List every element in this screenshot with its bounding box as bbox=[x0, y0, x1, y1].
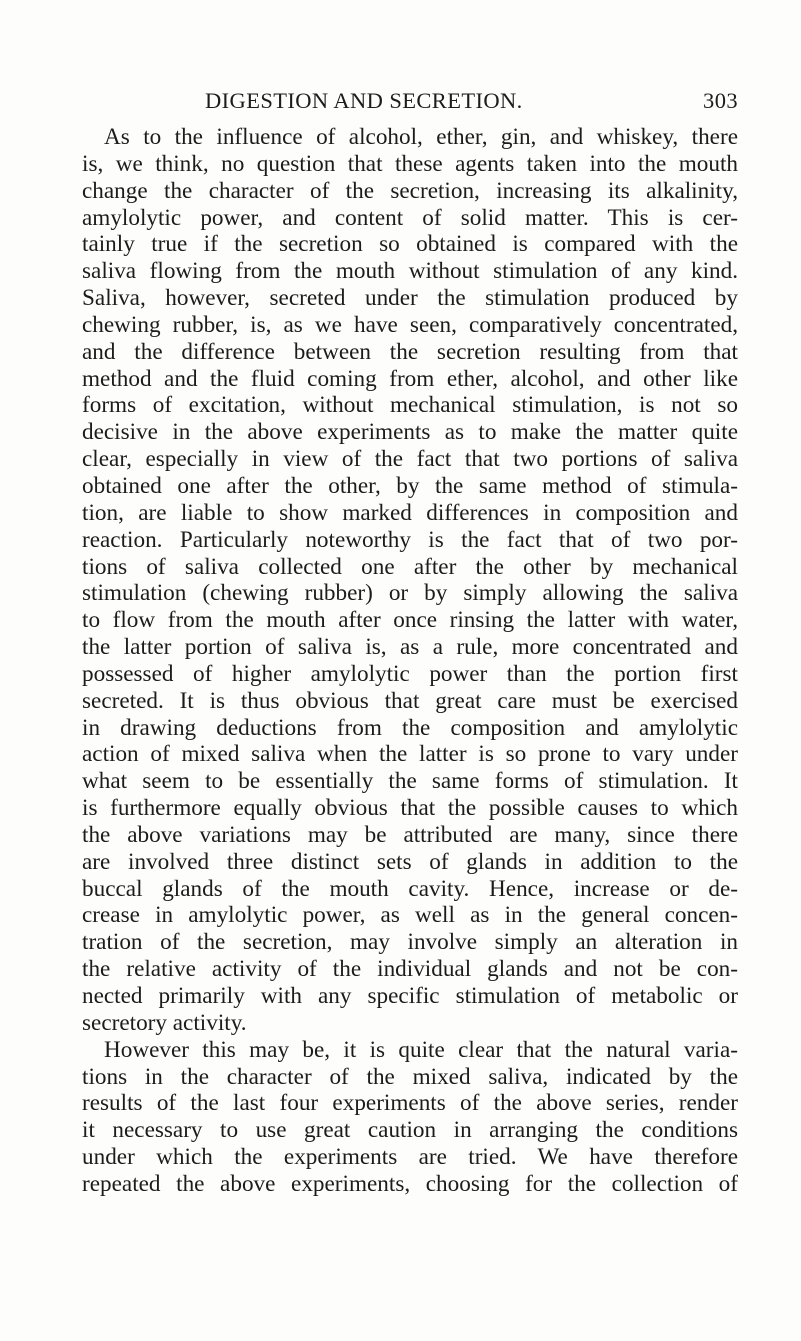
text-line: forms of excitation, without mechanical stimulation, is not so bbox=[82, 392, 738, 419]
text-line: change the character of the secretion, increasing its alkalinity, bbox=[82, 177, 738, 204]
text-line: what seem to be essentially the same forms of stimulation. It bbox=[82, 768, 738, 795]
text-line: possessed of higher amylolytic power than the portion first bbox=[82, 660, 738, 687]
text-line: Saliva, however, secreted under the stimulation produced by bbox=[82, 285, 738, 312]
text-line: the relative activity of the individual glands and not be con- bbox=[82, 956, 738, 983]
text-line: tainly true if the secretion so obtained is compared with the bbox=[82, 231, 738, 258]
text-line: under which the experiments are tried. We have therefore bbox=[82, 1144, 738, 1171]
text-line: stimulation (chewing rubber) or by simply allowing the saliva bbox=[82, 580, 738, 607]
text-line: However this may be, it is quite clear that the natural varia- bbox=[104, 1036, 738, 1063]
text-line: secreted. It is thus obvious that great care must be exercised bbox=[82, 687, 738, 714]
text-line: action of mixed saliva when the latter is so prone to vary under bbox=[82, 741, 738, 768]
body-text bbox=[82, 124, 738, 1198]
text-line: crease in amylolytic power, as well as in the general concen- bbox=[82, 902, 738, 929]
page-number: 303 bbox=[703, 88, 738, 113]
text-line: clear, especially in view of the fact that two portions of saliva bbox=[82, 446, 738, 473]
text-line: to flow from the mouth after once rinsing the latter with water, bbox=[82, 607, 738, 634]
text-line: in drawing deductions from the composition and amylolytic bbox=[82, 714, 738, 741]
text-line: As to the influence of alcohol, ether, gin, and whiskey, there bbox=[104, 124, 738, 150]
text-line: buccal glands of the mouth cavity. Hence, increase or de- bbox=[82, 875, 738, 902]
text-line: obtained one after the other, by the same method of stimula- bbox=[82, 472, 738, 499]
text-line: decisive in the above experiments as to make the matter quite bbox=[82, 419, 738, 446]
text-line: tions of saliva collected one after the other by mechanical bbox=[82, 553, 738, 580]
text-line: amylolytic power, and content of solid matter. This is cer- bbox=[82, 204, 738, 231]
text-line: chewing rubber, is, as we have seen, comparatively concentrated, bbox=[82, 311, 738, 338]
text-line: method and the fluid coming from ether, alcohol, and other like bbox=[82, 365, 738, 392]
text-line: repeated the above experiments, choosing for the collection of bbox=[82, 1170, 738, 1197]
text-line: is, we think, no question that these agents taken into the mouth bbox=[82, 150, 738, 177]
text-line: secretory activity. bbox=[82, 1009, 247, 1036]
text-line: and the difference between the secretion resulting from that bbox=[82, 338, 738, 365]
text-line: it necessary to use great caution in arranging the conditions bbox=[82, 1117, 738, 1144]
text-line: tions in the character of the mixed saliva, indicated by the bbox=[82, 1063, 738, 1090]
text-line: tration of the secretion, may involve simply an alteration in bbox=[82, 929, 738, 956]
text-line: is furthermore equally obvious that the possible causes to which bbox=[82, 795, 738, 822]
text-line: the above variations may be attributed are many, since there bbox=[82, 821, 738, 848]
text-line: reaction. Particularly noteworthy is the fact that of two por- bbox=[82, 526, 738, 553]
text-line: saliva flowing from the mouth without stimulation of any kind. bbox=[82, 258, 738, 285]
text-line: the latter portion of saliva is, as a rule, more concentrated and bbox=[82, 634, 738, 661]
running-head bbox=[82, 88, 738, 118]
text-line: nected primarily with any specific stimulation of metabolic or bbox=[82, 983, 738, 1009]
text-line: tion, are liable to show marked differences in composition and bbox=[82, 499, 738, 526]
running-title: DIGESTION AND SECRETION. bbox=[205, 88, 523, 113]
text-line: results of the last four experiments of the above series, render bbox=[82, 1090, 738, 1117]
text-line: are involved three distinct sets of glands in addition to the bbox=[82, 848, 738, 875]
